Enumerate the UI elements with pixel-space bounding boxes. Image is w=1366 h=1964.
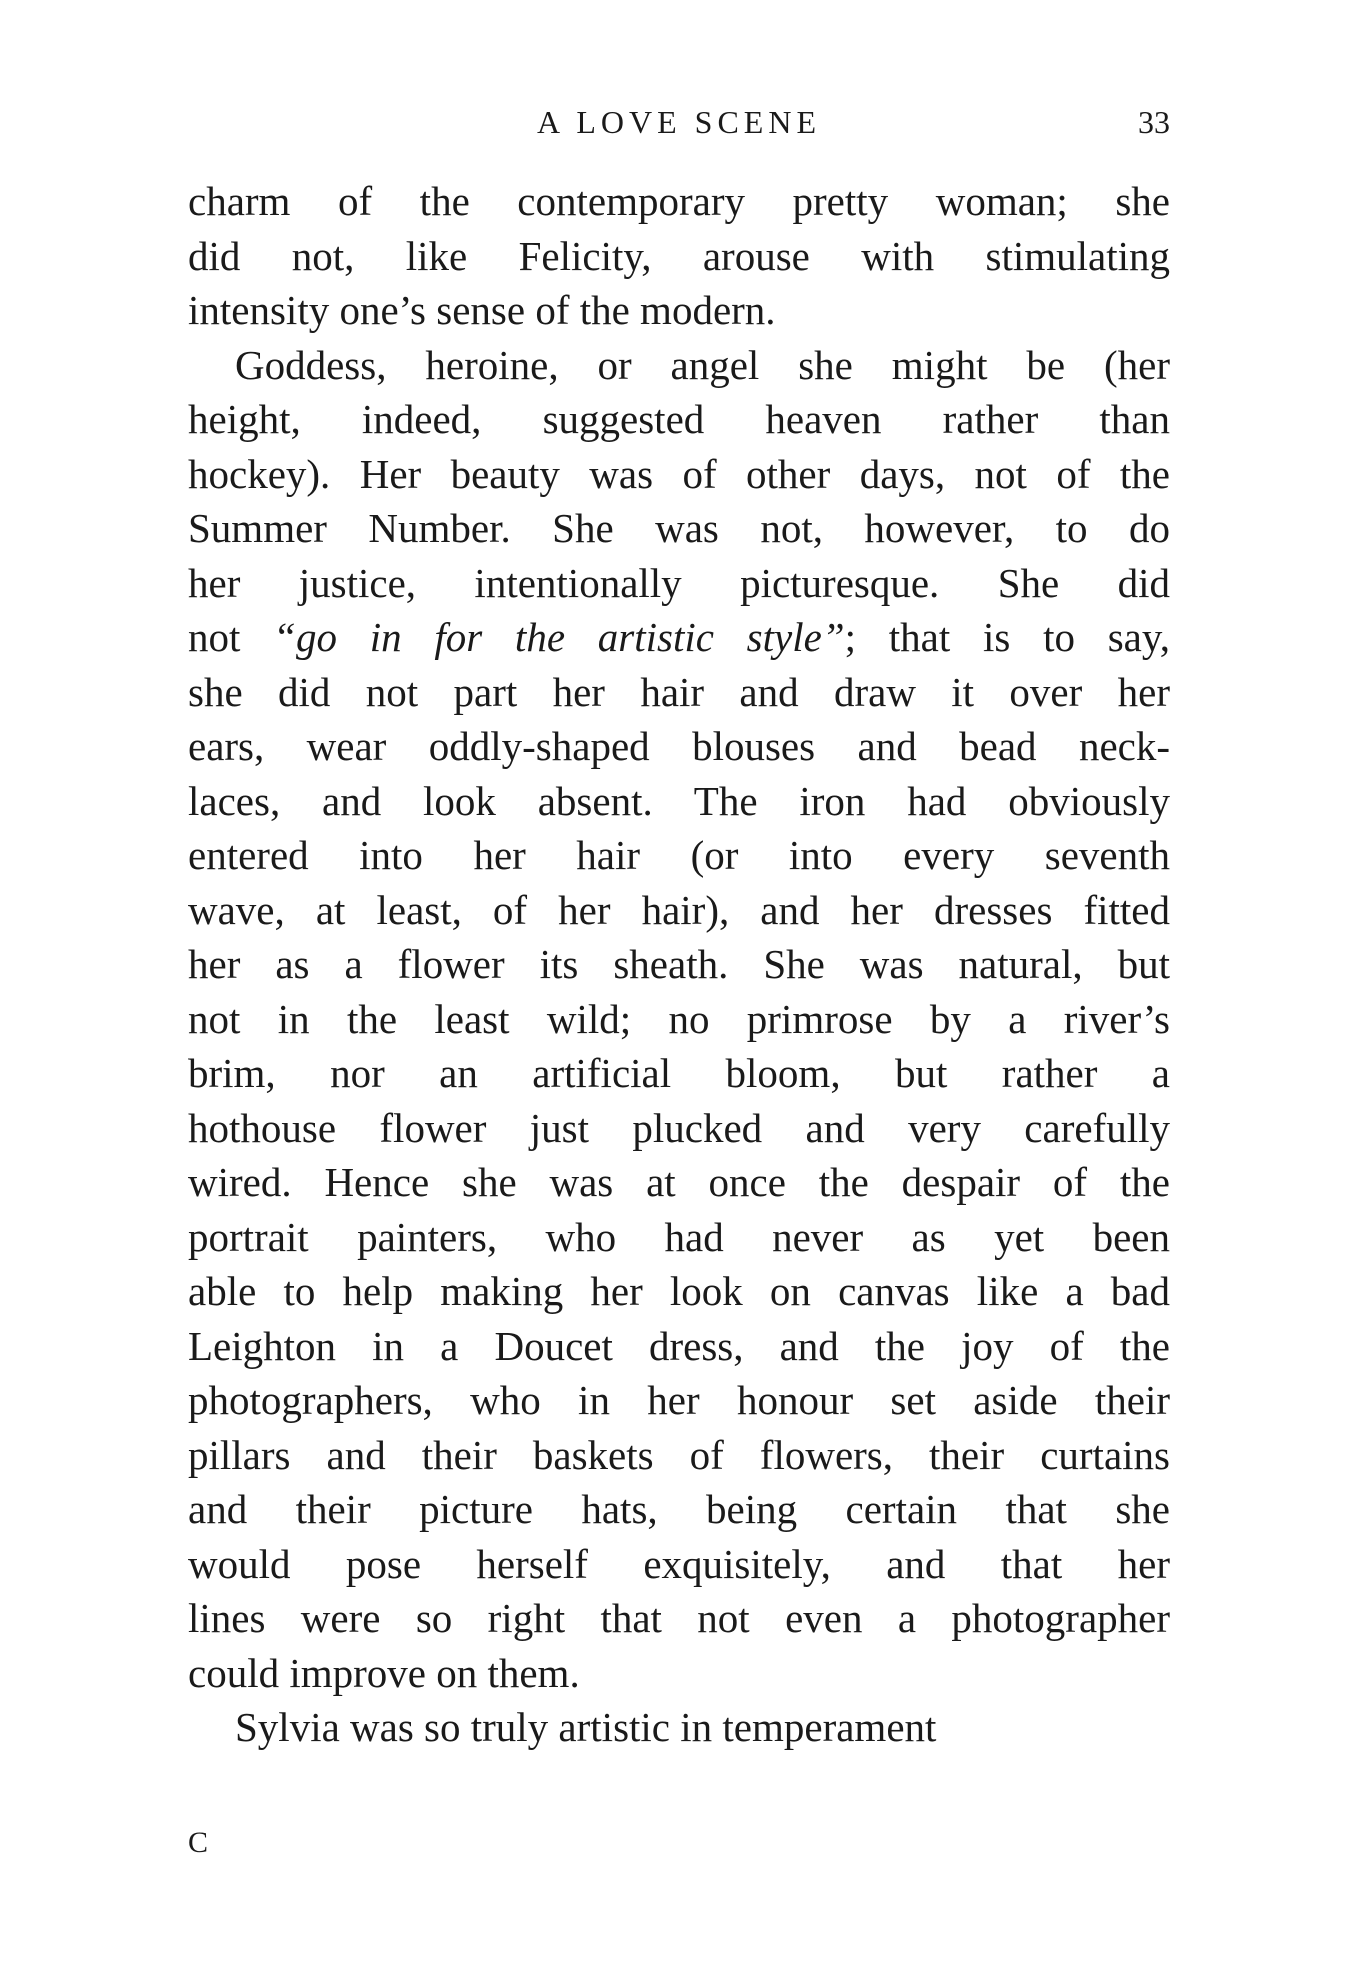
text-line: not in the least wild; no primrose by a river’s	[188, 995, 1170, 1042]
text-fragment: ; that is to say,	[844, 614, 1170, 660]
text-line: hothouse flower just plucked and very carefully	[188, 1104, 1170, 1151]
text-line: Leighton in a Doucet dress, and the joy of the	[188, 1322, 1170, 1369]
text-line: she did not part her hair and draw it over her	[188, 668, 1170, 715]
text-line: able to help making her look on canvas like a bad	[188, 1268, 1170, 1314]
text-line: brim, nor an artificial bloom, but rather a	[188, 1050, 1170, 1096]
text-fragment: not	[188, 614, 274, 660]
text-line: Goddess, heroine, or angel she might be (her	[235, 341, 1170, 388]
text-line: charm of the contemporary pretty woman; she	[188, 178, 1170, 224]
text-line	[188, 610, 1170, 665]
text-line: entered into her hair (or into every seventh	[188, 832, 1170, 878]
text-line: portrait painters, who had never as yet been	[188, 1213, 1170, 1260]
text-line: would pose herself exquisitely, and that her	[188, 1540, 1170, 1587]
text-line: Sylvia was so truly artistic in temperament	[235, 1704, 937, 1750]
text-line: wave, at least, of her hair), and her dresses fitted	[188, 886, 1170, 933]
text-line: laces, and look absent. The iron had obviously	[188, 777, 1170, 824]
text-line: Summer Number. She was not, however, to do	[188, 505, 1170, 551]
page-number: 33	[1138, 104, 1170, 140]
text-line: intensity one’s sense of the modern.	[188, 287, 776, 333]
text-line: lines were so right that not even a photographer	[188, 1595, 1170, 1641]
text-line: hockey). Her beauty was of other days, not of the	[188, 450, 1170, 497]
text-line: did not, like Felicity, arouse with stimulating	[188, 232, 1170, 279]
text-line: ears, wear oddly-shaped blouses and bead neck-	[188, 723, 1170, 769]
text-line: photographers, who in her honour set aside their	[188, 1377, 1170, 1423]
text-line: her as a flower its sheath. She was natural, but	[188, 941, 1170, 987]
running-title: A LOVE SCENE	[537, 104, 821, 140]
text-line: and their picture hats, being certain that she	[188, 1486, 1170, 1532]
body-text	[188, 174, 1170, 1755]
text-line: could improve on them.	[188, 1649, 580, 1696]
text-line: her justice, intentionally picturesque. She did	[188, 559, 1170, 606]
running-header	[188, 104, 1170, 148]
text-line: height, indeed, suggested heaven rather than	[188, 396, 1170, 442]
italic-quote: “go in for the artistic style”	[273, 614, 845, 660]
signature-mark: C	[188, 1826, 209, 1859]
text-line: wired. Hence she was at once the despair of the	[188, 1159, 1170, 1205]
text-line: pillars and their baskets of flowers, their curtains	[188, 1431, 1170, 1478]
